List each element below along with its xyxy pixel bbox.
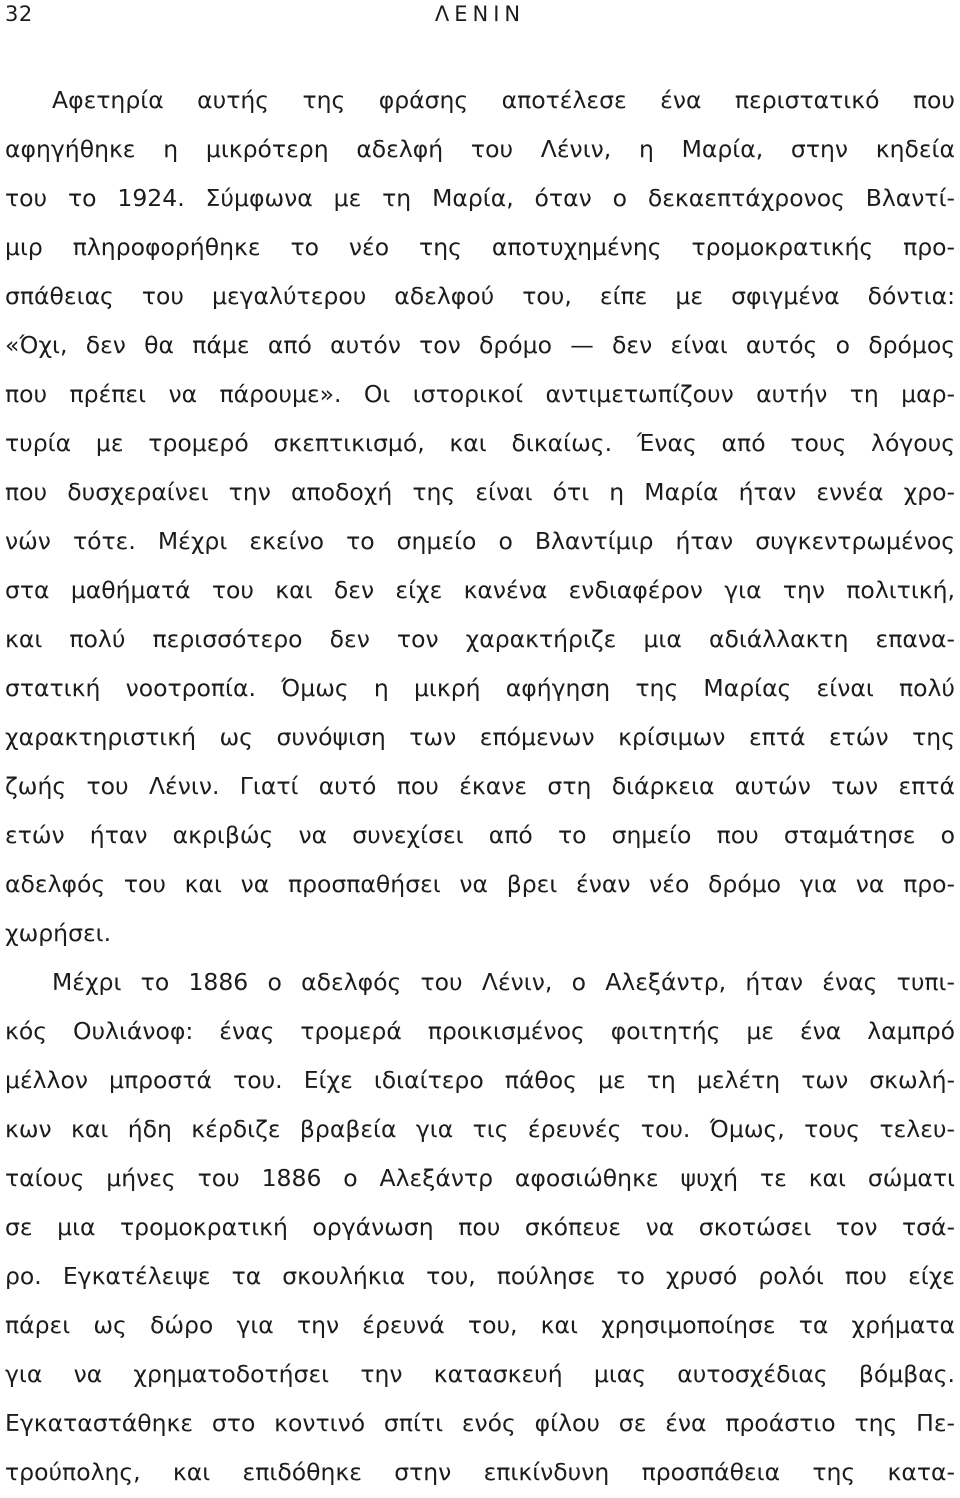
paragraph-line: μιρ πληροφορήθηκε το νέο της αποτυχημένης τρομοκρατικής προ- <box>5 233 955 261</box>
running-head <box>0 0 960 40</box>
paragraph-line: Αφετηρία αυτής της φράσης αποτέλεσε ένα περιστατικό που <box>52 86 955 114</box>
paragraph-line: «Όχι, δεν θα πάμε από αυτόν τον δρόμο — δεν είναι αυτός ο δρόμος <box>5 331 955 359</box>
paragraph-line: σε μια τρομοκρατική οργάνωση που σκόπευε να σκοτώσει τον τσά- <box>5 1213 955 1241</box>
paragraph-line: πάρει ως δώρο για την έρευνά του, και χρησιμοποίησε τα χρήματα <box>5 1311 955 1339</box>
paragraph-line: σπάθειας του μεγαλύτερου αδελφού του, είπε με σφιγμένα δόντια: <box>5 282 955 310</box>
paragraph-line: στατική νοοτροπία. Όμως η μικρή αφήγηση της Μαρίας είναι πολύ <box>5 674 955 702</box>
paragraph-line: Εγκαταστάθηκε στο κοντινό σπίτι ενός φίλου σε ένα προάστιο της Πε- <box>5 1409 955 1437</box>
paragraph-line: που πρέπει να πάρουμε». Οι ιστορικοί αντιμετωπίζουν αυτήν τη μαρ- <box>5 380 955 408</box>
paragraph-line: νών τότε. Μέχρι εκείνο το σημείο ο Βλαντίμιρ ήταν συγκεντρωμένος <box>5 527 955 555</box>
body-text <box>5 76 955 1497</box>
paragraph-line: χωρήσει. <box>5 919 112 947</box>
paragraph-line: αφηγήθηκε η μικρότερη αδελφή του Λένιν, η Μαρία, στην κηδεία <box>5 135 955 163</box>
paragraph-line: και πολύ περισσότερο δεν τον χαρακτήριζε μια αδιάλλακτη επανα- <box>5 625 955 653</box>
paragraph-line: τυρία με τρομερό σκεπτικισμό, και δικαίως. Ένας από τους λόγους <box>5 429 955 457</box>
paragraph-line: στα μαθήματά του και δεν είχε κανένα ενδιαφέρον για την πολιτική, <box>5 576 955 604</box>
paragraph-line: μέλλον μπροστά του. Είχε ιδιαίτερο πάθος με τη μελέτη των σκωλή- <box>5 1066 955 1094</box>
paragraph-line: αδελφός του και να προσπαθήσει να βρει έναν νέο δρόμο για να προ- <box>5 870 955 898</box>
paragraph-line: τρούπολης, και επιδόθηκε στην επικίνδυνη προσπάθεια της κατα- <box>5 1458 955 1486</box>
paragraph-line: που δυσχεραίνει την αποδοχή της είναι ότι η Μαρία ήταν εννέα χρο- <box>5 478 955 506</box>
paragraph-line: ταίους μήνες του 1886 ο Αλεξάντρ αφοσιώθηκε ψυχή τε και σώματι <box>5 1164 955 1192</box>
running-title: ΛΕΝΙΝ <box>434 2 526 26</box>
page-number: 32 <box>5 2 33 26</box>
paragraph-line: Μέχρι το 1886 ο αδελφός του Λένιν, ο Αλεξάντρ, ήταν ένας τυπι- <box>52 968 955 996</box>
paragraph-line: ζωής του Λένιν. Γιατί αυτό που έκανε στη διάρκεια αυτών των επτά <box>5 772 955 800</box>
paragraph-line: για να χρηματοδοτήσει την κατασκευή μιας αυτοσχέδιας βόμβας. <box>5 1360 955 1388</box>
paragraph-line: χαρακτηριστική ως συνόψιση των επόμενων κρίσιμων επτά ετών της <box>5 723 955 751</box>
paragraph-line: κός Ουλιάνοφ: ένας τρομερά προικισμένος φοιτητής με ένα λαμπρό <box>5 1017 955 1045</box>
paragraph-line: του το 1924. Σύμφωνα με τη Μαρία, όταν ο δεκαεπτάχρονος Βλαντί- <box>5 184 955 212</box>
paragraph-line: ετών ήταν ακριβώς να συνεχίσει από το σημείο που σταμάτησε ο <box>5 821 955 849</box>
paragraph-line: κων και ήδη κέρδιζε βραβεία για τις έρευνές του. Όμως, τους τελευ- <box>5 1115 955 1143</box>
paragraph-line: ρο. Εγκατέλειψε τα σκουλήκια του, πούλησε το χρυσό ρολόι που είχε <box>5 1262 955 1290</box>
